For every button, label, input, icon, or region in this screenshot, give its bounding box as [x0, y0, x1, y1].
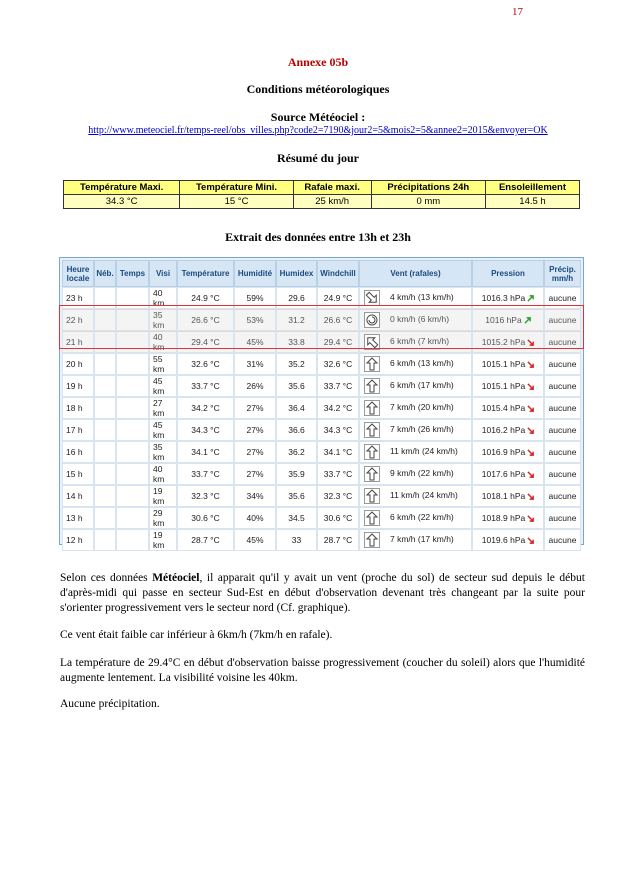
paragraph-4: Aucune précipitation. [60, 698, 160, 710]
wind-direction-arrow-icon [364, 512, 380, 522]
precipitation-cell: aucune [544, 419, 581, 441]
humidex-cell: 34.5 [276, 507, 317, 529]
column-header: Temps [116, 260, 149, 287]
nebulosity-cell [94, 397, 116, 419]
table-header-row [62, 260, 581, 287]
variable-wind-icon [364, 314, 380, 324]
hour-cell: 23 h [62, 287, 94, 309]
nebulosity-cell [94, 353, 116, 375]
visibility-cell: 27 km [149, 397, 177, 419]
wind-direction-arrow-icon [364, 490, 380, 500]
pressure-value: 1016.3 hPa [481, 293, 526, 303]
pressure-value: 1016.2 hPa [481, 425, 526, 435]
summary-value: 0 mm [371, 195, 485, 209]
precipitation-cell: aucune [544, 397, 581, 419]
summary-value-row [64, 195, 580, 209]
table-row [62, 375, 581, 397]
summary-header-row [64, 181, 580, 195]
humidex-cell: 35.9 [276, 463, 317, 485]
trend-down-icon [525, 403, 534, 413]
hour-cell: 22 h [62, 309, 94, 331]
windchill-cell: 34.1 °C [317, 441, 359, 463]
column-header: Humidex [276, 260, 317, 287]
table-row [62, 331, 581, 353]
pressure-cell [472, 353, 544, 375]
wind-direction-arrow-icon [364, 380, 380, 390]
summary-value: 15 °C [180, 195, 293, 209]
temperature-cell: 34.3 °C [177, 419, 234, 441]
pressure-cell [472, 309, 544, 331]
section-heading: Conditions météorologiques [246, 82, 390, 96]
pressure-value: 1019.6 hPa [481, 535, 526, 545]
nebulosity-cell [94, 375, 116, 397]
table-row [62, 529, 581, 551]
wind-direction-arrow-icon [364, 292, 380, 302]
temperature-cell: 29.4 °C [177, 331, 234, 353]
summary-value: 14.5 h [486, 195, 580, 209]
hour-cell: 12 h [62, 529, 94, 551]
wind-direction-arrow-icon [364, 468, 380, 478]
pressure-cell [472, 507, 544, 529]
temperature-cell: 30.6 °C [177, 507, 234, 529]
table-row [62, 353, 581, 375]
pressure-value: 1016.9 hPa [481, 447, 526, 457]
table-row [62, 397, 581, 419]
column-header: Heure locale [62, 260, 94, 287]
humidity-cell: 26% [234, 375, 276, 397]
precipitation-cell: aucune [544, 507, 581, 529]
temperature-cell: 24.9 °C [177, 287, 234, 309]
trend-down-icon [525, 425, 534, 435]
wind-cell [359, 463, 472, 485]
column-header: Néb. [94, 260, 116, 287]
page-number: 17 [512, 6, 523, 18]
temperature-cell: 34.1 °C [177, 441, 234, 463]
summary-header: Ensoleillement [486, 181, 580, 195]
summary-header: Température Mini. [180, 181, 293, 195]
humidity-cell: 27% [234, 419, 276, 441]
pressure-value: 1015.1 hPa [481, 359, 526, 369]
humidex-cell: 36.4 [276, 397, 317, 419]
wind-cell [359, 353, 472, 375]
hour-cell: 15 h [62, 463, 94, 485]
p1-source-name: Météociel [152, 572, 200, 584]
pressure-cell [472, 375, 544, 397]
precipitation-cell: aucune [544, 441, 581, 463]
hour-cell: 16 h [62, 441, 94, 463]
wind-cell [359, 331, 472, 353]
column-header: Pression [472, 260, 544, 287]
wind-direction-arrow-icon [364, 336, 380, 346]
table-row [62, 507, 581, 529]
column-header: Vent (rafales) [359, 260, 472, 287]
wind-value: 4 km/h (13 km/h) [390, 292, 454, 303]
humidity-cell: 45% [234, 529, 276, 551]
source-link[interactable]: http://www.meteociel.fr/temps-reel/obs_villes.php?code2=7190&jour2=5&mois2=5&annee2=2015&envoyer=OK [88, 125, 548, 136]
annexe-title: Annexe 05b [287, 55, 349, 69]
humidity-cell: 27% [234, 463, 276, 485]
hour-cell: 13 h [62, 507, 94, 529]
wind-cell [359, 529, 472, 551]
observations-table [62, 260, 581, 551]
p1-text-rest: , il apparait qu'il y avait un vent (proche du sol) de secteur sud depuis le début d'après-midi qui passe en secteur Sud-Est en début d'observation devenant très changeant par la suite pour s'orienter progressivement vers le secteur nord (Cf. graphique). [60, 572, 585, 614]
pressure-cell [472, 441, 544, 463]
humidex-cell: 35.6 [276, 485, 317, 507]
pressure-cell [472, 397, 544, 419]
visibility-cell: 35 km [149, 309, 177, 331]
wind-cell [359, 485, 472, 507]
weather-cell [116, 309, 149, 331]
nebulosity-cell [94, 309, 116, 331]
trend-up-icon [525, 293, 534, 303]
precipitation-cell: aucune [544, 529, 581, 551]
humidity-cell: 45% [234, 331, 276, 353]
windchill-cell: 34.2 °C [317, 397, 359, 419]
summary-heading: Résumé du jour [276, 151, 359, 165]
wind-direction-arrow-icon [364, 358, 380, 368]
humidity-cell: 34% [234, 485, 276, 507]
nebulosity-cell [94, 441, 116, 463]
pressure-value: 1017.6 hPa [481, 469, 526, 479]
wind-value: 7 km/h (26 km/h) [390, 424, 454, 435]
visibility-cell: 40 km [149, 331, 177, 353]
windchill-cell: 29.4 °C [317, 331, 359, 353]
precipitation-cell: aucune [544, 331, 581, 353]
windchill-cell: 33.7 °C [317, 375, 359, 397]
humidex-cell: 33.8 [276, 331, 317, 353]
source-label [0, 110, 636, 125]
paragraph-2: Ce vent était faible car inférieur à 6km/h (7km/h en rafale). [60, 629, 333, 641]
humidity-cell: 59% [234, 287, 276, 309]
source-prefix: Source [270, 110, 309, 124]
weather-cell [116, 529, 149, 551]
visibility-cell: 19 km [149, 529, 177, 551]
windchill-cell: 28.7 °C [317, 529, 359, 551]
summary-header: Température Maxi. [64, 181, 180, 195]
weather-cell [116, 441, 149, 463]
pressure-cell [472, 463, 544, 485]
table-row [62, 485, 581, 507]
wind-value: 7 km/h (17 km/h) [390, 534, 454, 545]
wind-value: 0 km/h (6 km/h) [390, 314, 450, 325]
weather-cell [116, 507, 149, 529]
precipitation-cell: aucune [544, 463, 581, 485]
pressure-value: 1018.1 hPa [481, 491, 526, 501]
p1-text: Selon ces données [60, 572, 153, 584]
hour-cell: 17 h [62, 419, 94, 441]
temperature-cell: 32.6 °C [177, 353, 234, 375]
source-suffix: : [358, 110, 366, 124]
wind-cell [359, 441, 472, 463]
wind-direction-arrow-icon [364, 446, 380, 456]
pressure-value: 1018.9 hPa [481, 513, 526, 523]
weather-cell [116, 397, 149, 419]
humidex-cell: 35.6 [276, 375, 317, 397]
wind-value: 6 km/h (22 km/h) [390, 512, 454, 523]
windchill-cell: 32.3 °C [317, 485, 359, 507]
wind-direction-arrow-icon [364, 534, 380, 544]
trend-down-icon [525, 535, 534, 545]
summary-header: Précipitations 24h [371, 181, 485, 195]
summary-value: 25 km/h [293, 195, 371, 209]
nebulosity-cell [94, 485, 116, 507]
wind-value: 7 km/h (20 km/h) [390, 402, 454, 413]
table-row [62, 309, 581, 331]
pressure-cell [472, 485, 544, 507]
trend-down-icon [525, 513, 534, 523]
extract-heading: Extrait des données entre 13h et 23h [225, 230, 411, 244]
temperature-cell: 32.3 °C [177, 485, 234, 507]
temperature-cell: 33.7 °C [177, 375, 234, 397]
visibility-cell: 40 km [149, 287, 177, 309]
column-header: Humidité [234, 260, 276, 287]
table-row [62, 419, 581, 441]
weather-cell [116, 353, 149, 375]
summary-value: 34.3 °C [64, 195, 180, 209]
humidex-cell: 31.2 [276, 309, 317, 331]
wind-direction-arrow-icon [364, 402, 380, 412]
temperature-cell: 33.7 °C [177, 463, 234, 485]
nebulosity-cell [94, 331, 116, 353]
humidity-cell: 53% [234, 309, 276, 331]
table-row [62, 463, 581, 485]
hour-cell: 18 h [62, 397, 94, 419]
wind-value: 9 km/h (22 km/h) [390, 468, 454, 479]
weather-cell [116, 485, 149, 507]
column-header: Visi [149, 260, 177, 287]
wind-value: 11 km/h (24 km/h) [390, 446, 458, 457]
humidex-cell: 36.2 [276, 441, 317, 463]
pressure-value: 1015.2 hPa [481, 337, 526, 347]
visibility-cell: 35 km [149, 441, 177, 463]
trend-down-icon [525, 469, 534, 479]
humidex-cell: 35.2 [276, 353, 317, 375]
table-row [62, 441, 581, 463]
precipitation-cell: aucune [544, 287, 581, 309]
humidex-cell: 36.6 [276, 419, 317, 441]
temperature-cell: 34.2 °C [177, 397, 234, 419]
windchill-cell: 24.9 °C [317, 287, 359, 309]
wind-value: 11 km/h (24 km/h) [390, 490, 458, 501]
summary-header: Rafale maxi. [293, 181, 371, 195]
windchill-cell: 32.6 °C [317, 353, 359, 375]
summary-table [63, 180, 580, 209]
source-name: Météociel [308, 110, 359, 124]
wind-cell [359, 419, 472, 441]
precipitation-cell: aucune [544, 375, 581, 397]
column-header: Précip. mm/h [544, 260, 581, 287]
windchill-cell: 34.3 °C [317, 419, 359, 441]
paragraph-3: La température de 29.4°C en début d'observation baisse progressivement (coucher du soleil) alors que l'humidité augmente lentement. La visibilité voisine les 40km. [60, 657, 585, 684]
windchill-cell: 30.6 °C [317, 507, 359, 529]
weather-cell [116, 463, 149, 485]
trend-down-icon [525, 337, 534, 347]
visibility-cell: 45 km [149, 419, 177, 441]
trend-up-icon [522, 315, 531, 325]
humidex-cell: 33 [276, 529, 317, 551]
paragraph-1 [60, 571, 585, 616]
humidity-cell: 40% [234, 507, 276, 529]
windchill-cell: 26.6 °C [317, 309, 359, 331]
humidex-cell: 29.6 [276, 287, 317, 309]
wind-direction-arrow-icon [364, 424, 380, 434]
precipitation-cell: aucune [544, 353, 581, 375]
visibility-cell: 45 km [149, 375, 177, 397]
column-header: Windchill [317, 260, 359, 287]
hour-cell: 14 h [62, 485, 94, 507]
humidity-cell: 27% [234, 441, 276, 463]
observations-table-frame [59, 257, 584, 550]
nebulosity-cell [94, 463, 116, 485]
trend-down-icon [525, 491, 534, 501]
pressure-value: 1016 hPa [485, 315, 522, 325]
wind-cell [359, 309, 472, 331]
nebulosity-cell [94, 529, 116, 551]
pressure-cell [472, 419, 544, 441]
nebulosity-cell [94, 419, 116, 441]
temperature-cell: 26.6 °C [177, 309, 234, 331]
visibility-cell: 40 km [149, 463, 177, 485]
hour-cell: 21 h [62, 331, 94, 353]
table-body [62, 287, 581, 551]
precipitation-cell: aucune [544, 309, 581, 331]
hour-cell: 19 h [62, 375, 94, 397]
humidity-cell: 31% [234, 353, 276, 375]
weather-cell [116, 287, 149, 309]
weather-cell [116, 331, 149, 353]
wind-value: 6 km/h (7 km/h) [390, 336, 450, 347]
pressure-value: 1015.4 hPa [481, 403, 526, 413]
pressure-value: 1015.1 hPa [481, 381, 526, 391]
windchill-cell: 33.7 °C [317, 463, 359, 485]
precipitation-cell: aucune [544, 485, 581, 507]
visibility-cell: 55 km [149, 353, 177, 375]
visibility-cell: 29 km [149, 507, 177, 529]
wind-cell [359, 397, 472, 419]
nebulosity-cell [94, 507, 116, 529]
pressure-cell [472, 287, 544, 309]
wind-cell [359, 287, 472, 309]
nebulosity-cell [94, 287, 116, 309]
weather-cell [116, 419, 149, 441]
column-header: Température [177, 260, 234, 287]
wind-cell [359, 507, 472, 529]
wind-value: 6 km/h (17 km/h) [390, 380, 454, 391]
weather-cell [116, 375, 149, 397]
visibility-cell: 19 km [149, 485, 177, 507]
table-row [62, 287, 581, 309]
pressure-cell [472, 529, 544, 551]
trend-down-icon [525, 381, 534, 391]
pressure-cell [472, 331, 544, 353]
trend-down-icon [525, 447, 534, 457]
temperature-cell: 28.7 °C [177, 529, 234, 551]
trend-down-icon [525, 359, 534, 369]
humidity-cell: 27% [234, 397, 276, 419]
wind-cell [359, 375, 472, 397]
wind-value: 6 km/h (13 km/h) [390, 358, 454, 369]
hour-cell: 20 h [62, 353, 94, 375]
